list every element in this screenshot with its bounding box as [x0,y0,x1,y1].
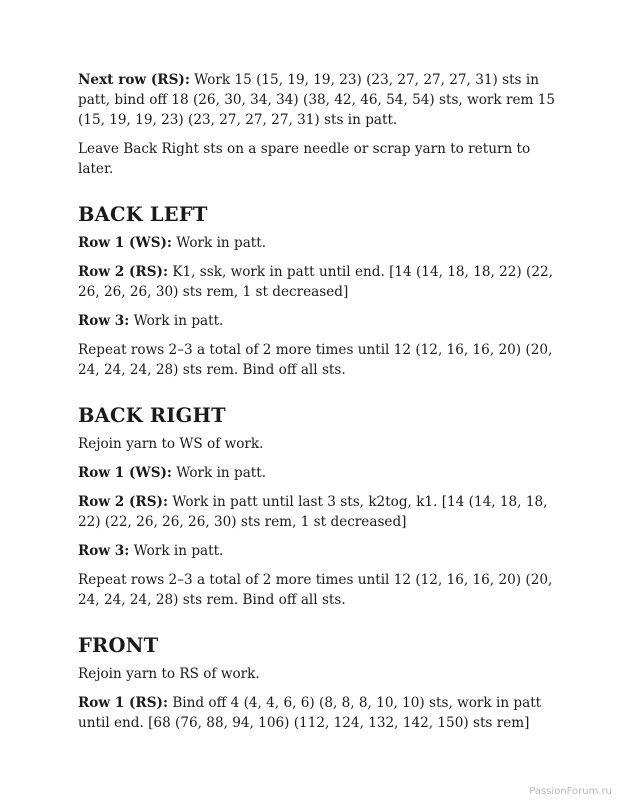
back-left-row-1 [78,233,558,253]
back-left-heading: BACK LEFT [78,203,208,226]
row-text: Bind off 4 (4, 4, 6, 6) (8, 8, 8, 10, 10) sts, work in patt until end. [68 (76, 88, 94, 106) (112, 124, 132, 142, 150) sts rem] [78,695,542,731]
back-left-row-2 [78,262,558,302]
row-label: Row 1 (WS): [78,465,172,481]
row-label: Row 2 (RS): [78,494,168,510]
front-row-1 [78,693,558,733]
row-text: Work in patt. [171,235,267,251]
back-right-row-2 [78,492,558,532]
front-rejoin: Rejoin yarn to RS of work. [78,666,260,682]
row-text: Work in patt. [171,465,267,481]
back-right-repeat: Repeat rows 2–3 a total of 2 more times until 12 (12, 16, 16, 20) (20, 24, 24, 24, 28) sts rem. Bind off all sts. [78,572,553,608]
row-label: Row 1 (WS): [78,235,172,251]
pattern-page [78,70,558,742]
row-label: Row 3: [78,313,130,329]
row-label: Row 2 (RS): [78,264,168,280]
back-left-row-3 [78,311,558,331]
next-row-text: Work 15 (15, 19, 19, 23) (23, 27, 27, 27, 31) sts in patt, bind off 18 (26, 30, 34, 34) (38, 42, 46, 54, 54) sts, work rem 15 (15, 19, 19, 23) (23, 27, 27, 27, 31) sts in patt. [78,72,555,128]
front-heading: FRONT [78,634,159,657]
row-text: Work in patt. [129,313,224,329]
leave-back-right-note: Leave Back Right sts on a spare needle or scrap yarn to return to later. [78,141,531,177]
row-label: Row 1 (RS): [78,695,168,711]
row-label: Row 3: [78,543,130,559]
back-right-row-3 [78,541,558,561]
back-right-heading: BACK RIGHT [78,404,226,427]
watermark: PassionForum.ru [529,786,612,797]
next-row-label: Next row (RS): [78,72,190,88]
back-right-rejoin: Rejoin yarn to WS of work. [78,436,264,452]
row-text: K1, ssk, work in patt until end. [14 (14, 18, 18, 22) (22, 26, 26, 26, 30) sts rem, 1 st decreased] [78,264,553,300]
back-right-row-1 [78,463,558,483]
row-text: Work in patt. [129,543,224,559]
back-left-repeat: Repeat rows 2–3 a total of 2 more times until 12 (12, 16, 16, 20) (20, 24, 24, 24, 28) sts rem. Bind off all sts. [78,342,553,378]
row-text: Work in patt until last 3 sts, k2tog, k1. [14 (14, 18, 18, 22) (22, 26, 26, 26, 30) sts rem, 1 st decreased] [78,494,548,530]
next-row-instruction [78,70,558,130]
